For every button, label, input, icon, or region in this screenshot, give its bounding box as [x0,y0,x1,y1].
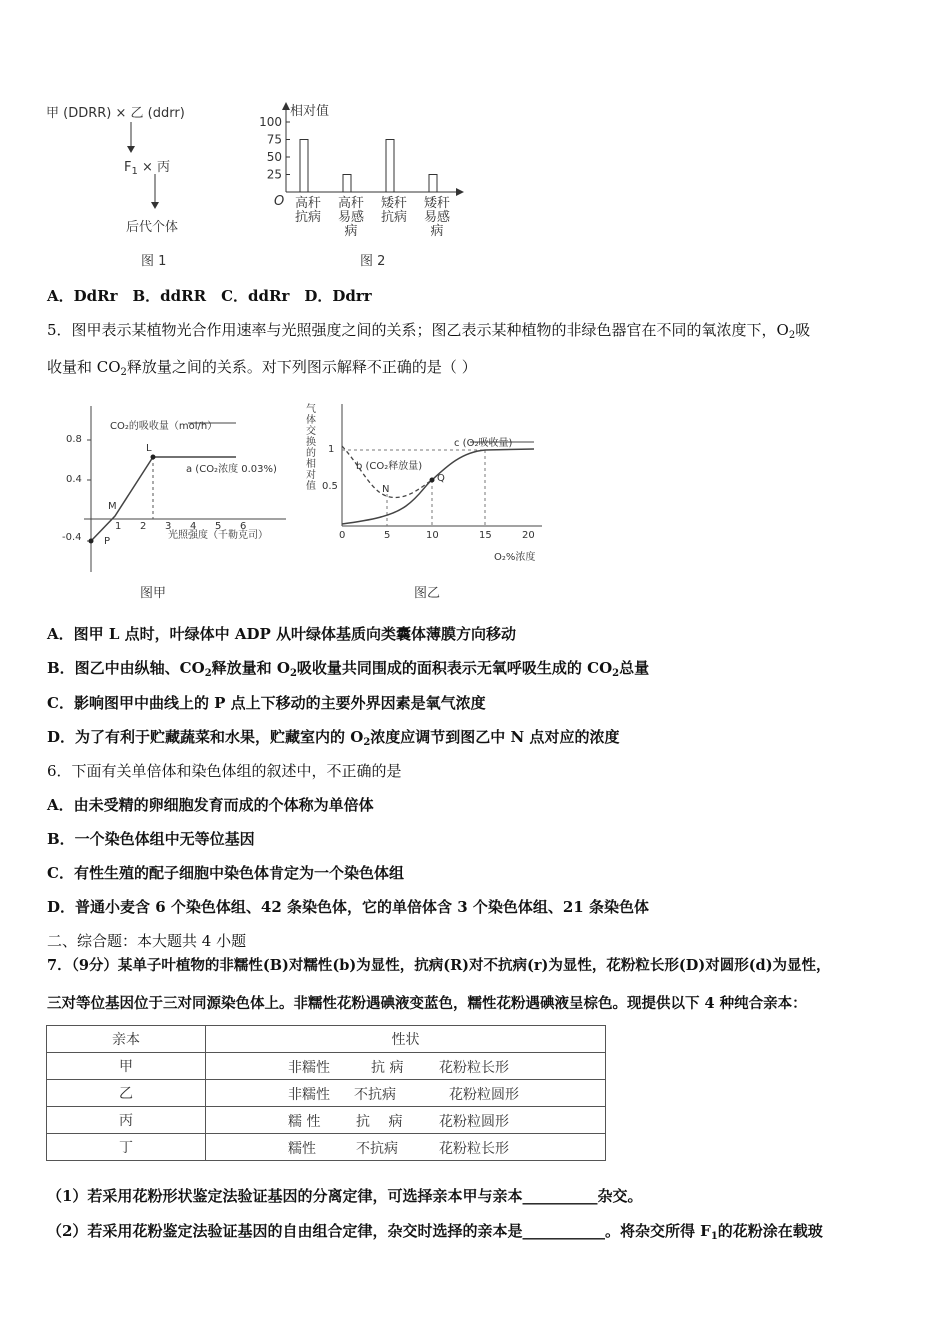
trait-2: 不抗病 [356,1141,398,1157]
table-header-row [47,1026,606,1053]
category-label-1-0: 高秆 [337,196,365,211]
category-label-3-2: 病 [430,224,444,239]
q4-options: A．DdRr B．ddRR C．ddRr D．Ddrr [47,287,372,305]
curve-b-label: b (CO₂释放量) [356,461,423,472]
parent-name: 丙 [47,1107,206,1134]
table-row [47,1134,606,1161]
q6-stem: 6．下面有关单倍体和染色体组的叙述中，不正确的是 [47,762,402,780]
bar-高秆易感病 [343,175,351,193]
trait-2: 抗 病 [371,1060,404,1076]
ytick-label-50: 50 [266,150,282,164]
figure-1-cross-diagram [46,98,226,273]
point-L-label: L [146,443,152,454]
cross-parents: 甲 (DDRR) × 乙 (ddrr) [46,106,185,121]
f1-subscript: 1 [131,166,138,177]
point-Q-label: Q [437,473,445,484]
point-N-label: N [382,484,390,495]
point-P-label: P [104,536,111,547]
q5-b-text2: 释放量和 O [211,659,290,677]
header-parent: 亲本 [47,1026,206,1053]
q5-b-text3: 吸收量共同围成的面积表示无氧呼吸生成的 CO [296,659,613,677]
q5-option-a: A．图甲 L 点时，叶绿体中 ADP 从叶绿体基质向类囊体薄膜方向移动 [47,625,517,643]
ytick-1: 1 [328,444,335,455]
q5-b-sub3: 2 [612,668,620,679]
q5-stem-line2 [47,357,477,377]
q7-sub1: （1）若采用花粉形状鉴定法验证基因的分离定律，可选择亲本甲与亲本__________杂交。 [47,1187,643,1205]
curve-c-label: c (O₂吸收量) [454,438,513,449]
q7-sub2-text: （2）若采用花粉鉴定法验证基因的自由组合定律，杂交时选择的亲本是___________。将杂交所得 F [47,1222,711,1240]
category-label-0-1: 抗病 [294,210,322,225]
figure-2-caption: 图 2 [360,254,386,269]
category-label-1-1: 易感 [337,210,365,225]
curve-label: CO₂的吸收量（mol/h） [110,421,218,432]
point-L [151,455,156,460]
q6-option-d: D．普通小麦含 6 个染色体组、42 条染色体，它的单倍体含 3 个染色体组、21 条染色体 [47,898,649,916]
xtick-5: 5 [384,530,391,541]
q6-option-b: B．一个染色体组中无等位基因 [47,830,255,848]
q7-sub2-text-end: 的花粉涂在载玻 [717,1222,823,1240]
trait-2: 抗 病 [356,1114,403,1130]
table-row [47,1080,606,1107]
f1-text: F [124,160,132,175]
q5-d-sub: 2 [363,737,371,748]
q5-b-sub2: 2 [289,668,297,679]
trait-1: 糯性 [288,1141,316,1157]
q5-stem2-text-end: 释放量之间的关系。对下列图示解释不正确的是（ ） [126,358,477,376]
figure-yi-caption: 图乙 [414,586,441,601]
traits-cell [206,1053,606,1080]
trait-3: 花粉粒圆形 [439,1114,509,1130]
trait-3: 花粉粒长形 [439,1060,509,1076]
xtick-10: 10 [426,530,439,541]
ytick-label-08: 0.8 [66,434,82,445]
figure-jia-caption: 图甲 [140,586,167,601]
x-axis-arrow-icon [456,188,464,196]
traits-cell [206,1134,606,1161]
figure-2-origin: O [274,194,285,209]
section-2-heading: 二、综合题：本大题共 4 小题 [47,932,247,950]
trait-1: 非糯性 [288,1060,330,1076]
xtick-20: 20 [522,530,535,541]
point-P [89,539,94,544]
f1-cross-text: × 丙 [142,160,171,175]
category-label-2-1: 抗病 [380,210,408,225]
trait-3: 花粉粒圆形 [449,1087,519,1103]
figure-yi-ylabel: 气体交换的相对值 [306,404,316,492]
figure-2-svg [252,98,472,248]
q6-option-c: C．有性生殖的配子细胞中染色体肯定为一个染色体组 [47,864,404,882]
xtick-4: 4 [190,521,197,532]
xtick-6: 6 [240,521,247,532]
figure-jia-photosynthesis [58,398,303,603]
xtick-0: 0 [339,530,346,541]
q5-option-b [47,658,649,678]
figure-2-ylabel: 相对值 [290,104,330,119]
q5-stem-text: 5．图甲表示某植物光合作用速率与光照强度之间的关系；图乙表示某种植物的非绿色器官在不同的氧浓度下，O [47,321,789,339]
table-row [47,1053,606,1080]
category-label-0-0: 高秆 [294,196,322,211]
q5-b-sub1: 2 [204,668,212,679]
offspring-label: 后代个体 [126,220,179,235]
q5-stem-sub: 2 [788,330,796,341]
trait-3: 花粉粒长形 [439,1141,509,1157]
arrow-down-icon-2 [150,174,160,210]
xlabel: O₂%浓度 [494,552,536,563]
q7-sub2-subscript: 1 [710,1231,718,1242]
y-axis-arrow-icon [282,102,290,110]
q7-sub2 [47,1221,823,1241]
q5-d-text1: D．为了有利于贮藏蔬菜和水果，贮藏室内的 O [47,728,364,746]
bar-高秆抗病 [300,140,308,193]
xtick-15: 15 [479,530,492,541]
q5-d-text2: 浓度应调节到图乙中 N 点对应的浓度 [370,728,620,746]
header-traits-text: 性状 [391,1032,420,1048]
category-label-2-0: 矮秆 [380,196,408,211]
bar-矮秆易感病 [429,175,437,193]
traits-cell [206,1107,606,1134]
ytick-label-25: 25 [266,167,282,182]
parent-name: 乙 [47,1080,206,1107]
q7-stem-line2: 三对等位基因位于三对同源染色体上。非糯性花粉遇碘液变蓝色，糯性花粉遇碘液呈棕色。现提供以下 4 种纯合亲本： [47,995,807,1012]
parent-name: 丁 [47,1134,206,1161]
trait-1: 糯 性 [288,1114,321,1130]
category-label-1-2: 病 [344,224,358,239]
q7-stem-line1: 7．（9分）某单子叶植物的非糯性(B)对糯性(b)为显性，抗病(R)对不抗病(r)为显性，花粉粒长形(D)对圆形(d)为显性， [47,957,831,974]
figure-2-bar-chart [252,98,472,273]
arrow-down-icon [126,122,136,154]
bar-矮秆抗病 [386,140,394,193]
ytick-label-m04: -0.4 [62,532,82,543]
q5-stem2-sub: 2 [120,367,127,378]
q5-b-text1: B．图乙中由纵轴、CO [47,659,205,677]
f1-label [124,156,170,175]
traits-cell [206,1080,606,1107]
q5-stem-line1 [47,320,810,340]
xtick-1: 1 [115,521,122,532]
xtick-5: 5 [215,521,222,532]
ytick-label-75: 75 [266,132,282,147]
trait-2: 不抗病 [354,1087,396,1103]
ytick-05: 0.5 [322,481,338,492]
q5-stem2-text: 收量和 CO [47,358,121,376]
header-traits [206,1026,606,1053]
parent-name: 甲 [47,1053,206,1080]
xlabel: 光照强度（千勒克司） [168,530,268,541]
point-M-label: M [108,501,117,512]
q5-b-text4: 总量 [619,659,650,677]
category-label-3-1: 易感 [423,210,451,225]
xtick-3: 3 [165,521,172,532]
trait-1: 非糯性 [288,1087,330,1103]
table-row [47,1107,606,1134]
xtick-2: 2 [140,521,147,532]
q6-option-a: A．由未受精的卵细胞发育而成的个体称为单倍体 [47,796,374,814]
ytick-label-100: 100 [259,115,282,129]
point-Q [430,478,435,483]
q5-option-d [47,727,619,747]
figure-1-caption: 图 1 [141,254,167,269]
q5-stem-text-end: 吸 [795,321,811,339]
figure-yi-respiration [302,398,552,603]
category-label-3-0: 矮秆 [423,196,451,211]
ytick-label-04: 0.4 [66,474,82,485]
curve-a-label: a (CO₂浓度 0.03%) [186,464,277,475]
parents-traits-table [46,1025,606,1161]
q5-option-c: C．影响图甲中曲线上的 P 点上下移动的主要外界因素是氧气浓度 [47,694,486,712]
